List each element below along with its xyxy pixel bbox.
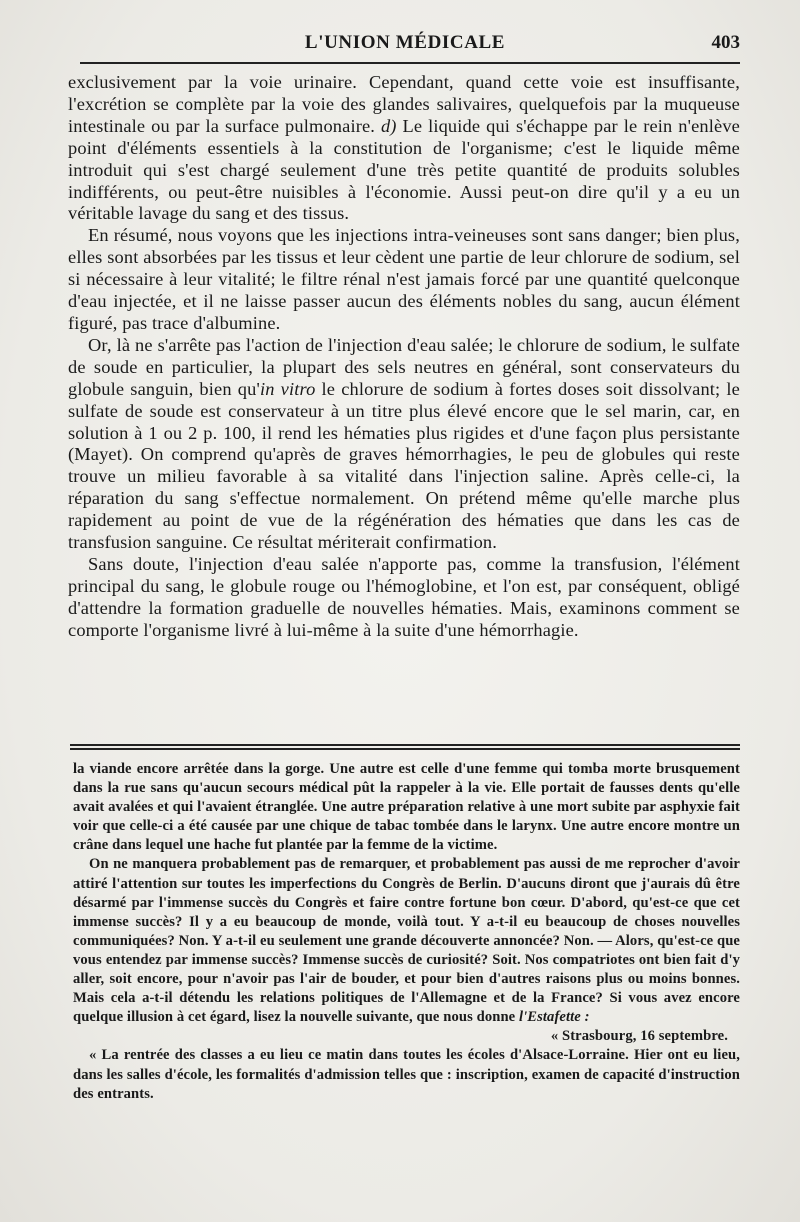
paragraph-4: Sans doute, l'injection d'eau salée n'apporte pas, comme la transfusion, l'élément principal du sang, le globule rouge ou l'hémoglobine, et l'on est, par conséquent, obligé d'attendre la formation graduelle de nouvelles hématies. Mais, examinons comment se comporte l'organisme livré à lui-même à la suite d'une hémorrhagie. — [68, 553, 740, 640]
feuilleton-separator — [70, 744, 740, 750]
italic-in-vitro: in vitro — [259, 378, 316, 399]
paragraph-3: Or, là ne s'arrête pas l'action de l'injection d'eau salée; le chlorure de sodium, le sulfate de soude en particulier, la plupart des sels neutres en général, sont conservateurs du globule sanguin, bien qu'in vitro le chlorure de sodium à fortes doses soit dissolvant; le sulfate de soude est conservateur à un titre plus élevé encore que le sel marin, car, en solution à 1 ou 2 p. 100, il rend les hématies plus rigides et d'une façon plus persistante (Mayet). On comprend qu'après de graves hémorrhagies, le peu de globules qui reste trouve un milieu favorable à sa vitalité dans l'injection saline. Après celle-ci, la réparation du sang s'effectue normalement. On prétend même qu'elle marche plus rapidement au point de vue de la régénération des hématies que dans les cas de transfusion sanguine. Ce résultat mériterait confirmation. — [68, 334, 740, 553]
header-rule — [80, 62, 740, 64]
feuilleton-paragraph-2: On ne manquera probablement pas de remarquer, et probablement pas aussi de me reprocher d'avoir attiré l'attention sur toutes les imperfections du Congrès de Berlin. D'aucuns diront que j'aurais dû être désarmé par l'immense succès du Congrès et faire contre fortune bon cœur. D'abord, qu'est-ce que cet immense succès? Il y a eu beaucoup de monde, voilà tout. Y a-t-il eu beaucoup de choses nouvelles communiquées? Non. Y a-t-il eu seulement une grande découverte annoncée? Non. — Alors, qu'est-ce que vous entendez par immense succès? Immense succès de curiosité? Soit. Nos compatriotes ont bien fait d'y aller, soit encore, pour n'avoir pas l'air de bouder, et pour bien d'autres raisons plus ou moins bonnes. Mais cela a-t-il détendu les relations politiques de l'Allemagne et de la France? Si vous avez encore quelque illusion à cet égard, lisez la nouvelle suivante, que nous donne l'Estafette : — [73, 856, 740, 1026]
feuilleton-dateline: « Strasbourg, 16 septembre. — [550, 1028, 728, 1045]
main-article-text — [68, 72, 740, 642]
page-header — [70, 30, 740, 60]
list-marker-d: d) — [380, 115, 397, 136]
page-number: 403 — [711, 32, 740, 53]
feuilleton-paragraph-1: la viande encore arrêtée dans la gorge. Une autre est celle d'une femme qui tomba morte brusquement dans la rue sans qu'aucun secours médical pût la rappeler à la vie. Elle portait de fausses dents qu'elle avait avalées et qui l'avaient étranglée. Une autre préparation relative à une mort subite par asphyxie fait voir que celle-ci a été causée par une chique de tabac tombée dans le larynx. Une autre encore montre un crâne dans lequel une hache fut plantée par la femme de la victime. — [73, 761, 740, 854]
feuilleton-paragraph-3: « La rentrée des classes a eu lieu ce matin dans toutes les écoles d'Alsace-Lorraine. Hier ont eu lieu, dans les salles d'école, les formalités d'admission telles que : inscription, examen de capacité d'instruction des entrants. — [73, 1047, 740, 1102]
paragraph-2: En résumé, nous voyons que les injections intra-veineuses sont sans danger; bien plus, elles sont absorbées par les tissus et leur cèdent une partie de leur chlorure de sodium, sel si nécessaire à leur vitalité; le filtre rénal n'est jamais forcé par une quantité quelconque d'eau injectée, et il ne laisse passer aucun des éléments nobles du sang, aucun élément figuré, pas trace d'albumine. — [68, 225, 740, 333]
italic-estafette: l'Estafette : — [518, 1009, 590, 1026]
paragraph-1: exclusivement par la voie urinaire. Cependant, quand cette voie est insuffisante, l'excrétion se complète par la voie des glandes salivaires, quelquefois par la muqueuse intestinale ou par la surface pulmonaire. d) Le liquide qui s'échappe par le rein n'enlève point d'éléments essentiels à la constitution de l'organisme; c'est le liquide même introduit qui s'est chargé seulement d'une très petite quantité de produits solubles indifférents, ou peut-être nuisibles à l'économie. Aussi peut-on dire qu'il y a eu un véritable lavage du sang et des tissus. — [68, 72, 740, 224]
feuilleton-text — [73, 760, 740, 1104]
running-title: L'UNION MÉDICALE — [304, 32, 506, 53]
